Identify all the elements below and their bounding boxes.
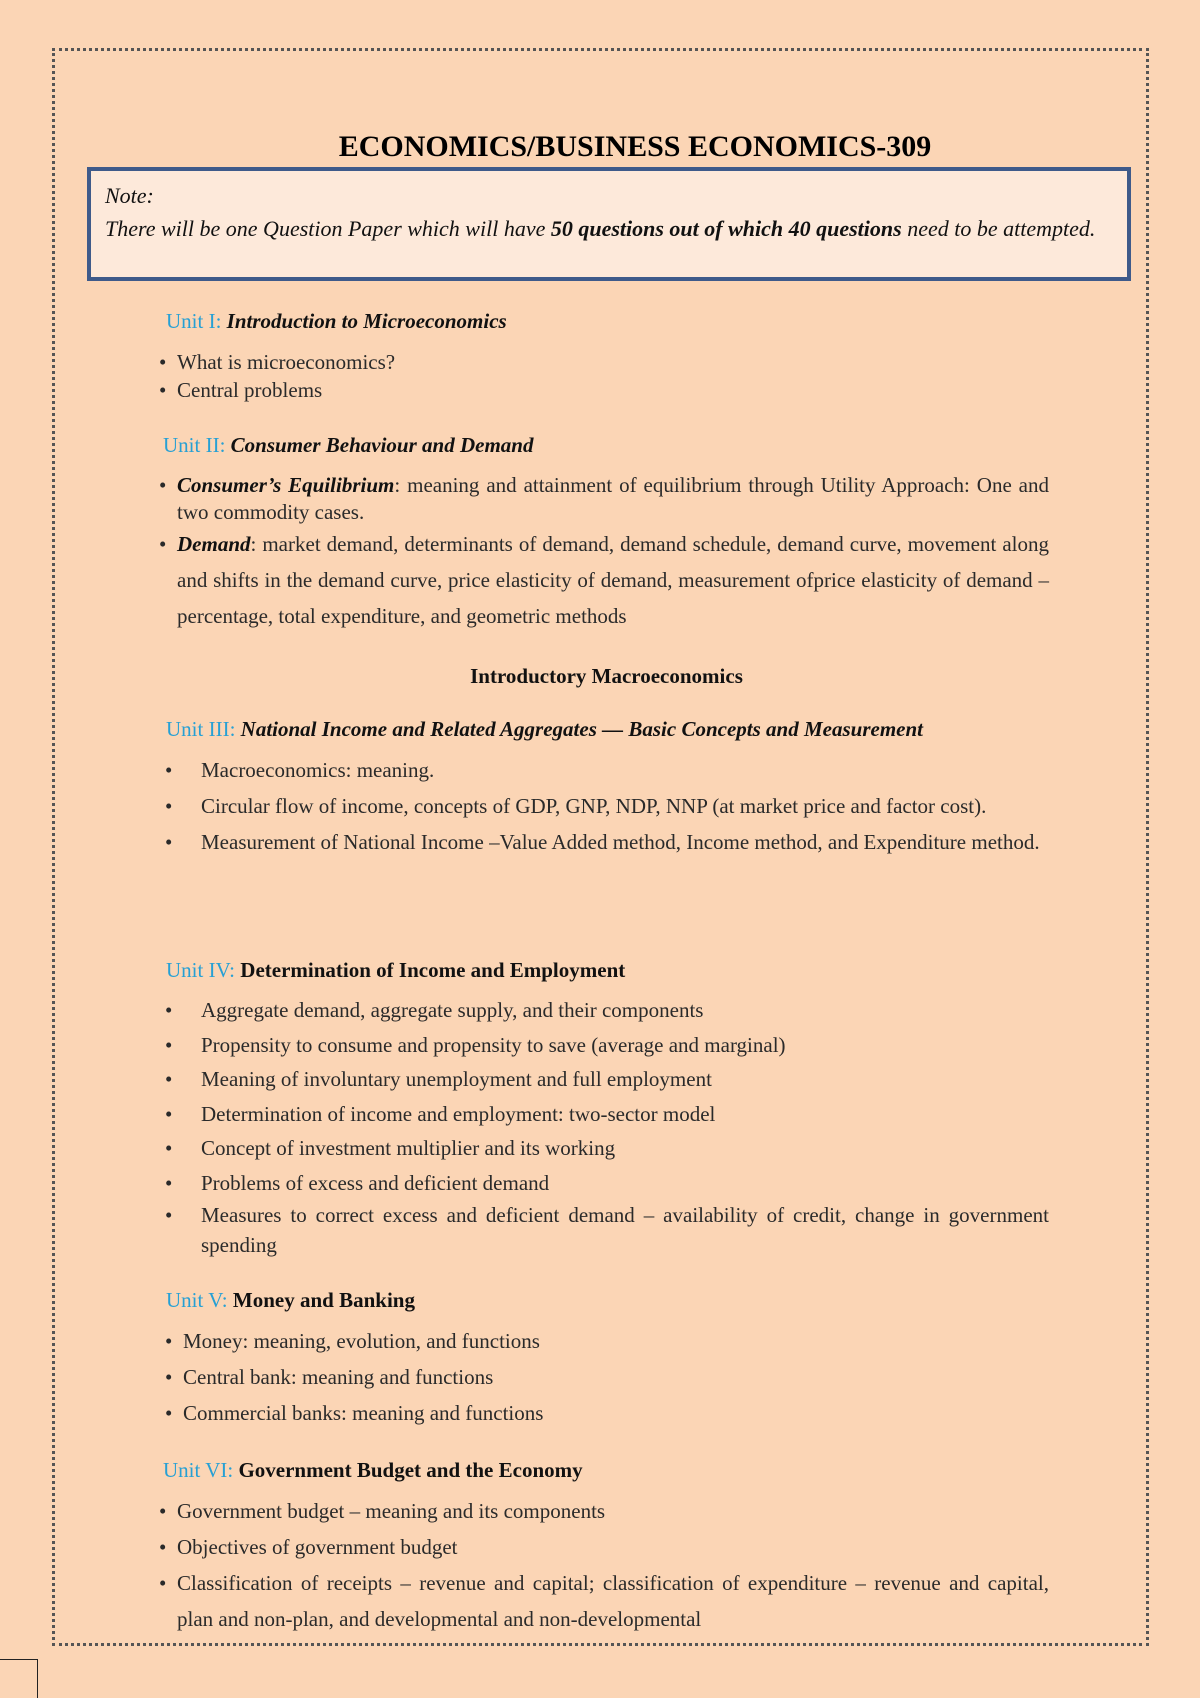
list-item: • Measures to correct excess and deficient demand – availability of credit, change in government spending — [161, 1200, 1049, 1260]
note-box — [87, 167, 1131, 281]
unit-5-list — [165, 1323, 1045, 1431]
list-item: • Money: meaning, evolution, and functions — [165, 1323, 1045, 1359]
unit-3-list — [161, 752, 1049, 860]
unit-6-list — [159, 1493, 1049, 1637]
list-item: • Classification of receipts – revenue and capital; classification of expenditure – revenue and capital, plan and non-plan, and developmental and non-developmental — [159, 1565, 1049, 1637]
note-text: There will be one Question Paper which will have 50 questions out of which 40 questions need to be attempted. — [105, 216, 1096, 241]
list-item: • Aggregate demand, aggregate supply, and their components — [161, 993, 1049, 1028]
list-item: • Central problems — [159, 376, 1049, 404]
list-item: • Circular flow of income, concepts of GDP, GNP, NDP, NNP (at market price and factor cost). — [161, 788, 1049, 824]
list-item: • Macroeconomics: meaning. — [161, 752, 1049, 788]
corner-mark — [0, 1659, 38, 1698]
note-label: Note: — [105, 183, 154, 208]
unit-4-list — [161, 993, 1049, 1260]
list-item: • Concept of investment multiplier and its working — [161, 1131, 1049, 1166]
list-item: • Objectives of government budget — [159, 1529, 1049, 1565]
list-item: • Commercial banks: meaning and functions — [165, 1395, 1045, 1431]
unit-6-heading: Unit VI: Government Budget and the Economy — [163, 1458, 583, 1482]
list-item: • Consumer’s Equilibrium: meaning and attainment of equilibrium through Utility Approach: One and two commodity cases. — [159, 472, 1049, 526]
list-item: • Meaning of involuntary unemployment and full employment — [161, 1062, 1049, 1097]
unit-3-heading: Unit III: National Income and Related Aggregates — Basic Concepts and Measurement — [166, 717, 923, 741]
list-item: • Determination of income and employment: two-sector model — [161, 1097, 1049, 1132]
unit-2-list — [159, 472, 1049, 634]
unit-5-heading: Unit V: Money and Banking — [166, 1288, 415, 1312]
list-item: • Demand: market demand, determinants of demand, demand schedule, demand curve, movement along and shifts in the demand curve, price elasticity of demand, measurement ofprice elasticity of demand – percentage, total expenditure, and geometric methods — [159, 526, 1049, 634]
page-title: ECONOMICS/BUSINESS ECONOMICS-309 — [338, 130, 932, 163]
unit-2-heading: Unit II: Consumer Behaviour and Demand — [163, 433, 534, 457]
list-item: • Measurement of National Income –Value Added method, Income method, and Expenditure method. — [161, 824, 1049, 860]
unit-1-heading: Unit I: Introduction to Microeconomics — [166, 309, 507, 333]
list-item: • Problems of excess and deficient demand — [161, 1166, 1049, 1201]
unit-4-heading: Unit IV: Determination of Income and Employment — [166, 958, 626, 982]
list-item: • Central bank: meaning and functions — [165, 1359, 1045, 1395]
unit-1-list — [159, 348, 1049, 404]
list-item: • What is microeconomics? — [159, 348, 1049, 376]
list-item: • Propensity to consume and propensity to save (average and marginal) — [161, 1028, 1049, 1063]
section-heading: Introductory Macroeconomics — [470, 664, 743, 688]
list-item: • Government budget – meaning and its components — [159, 1493, 1049, 1529]
